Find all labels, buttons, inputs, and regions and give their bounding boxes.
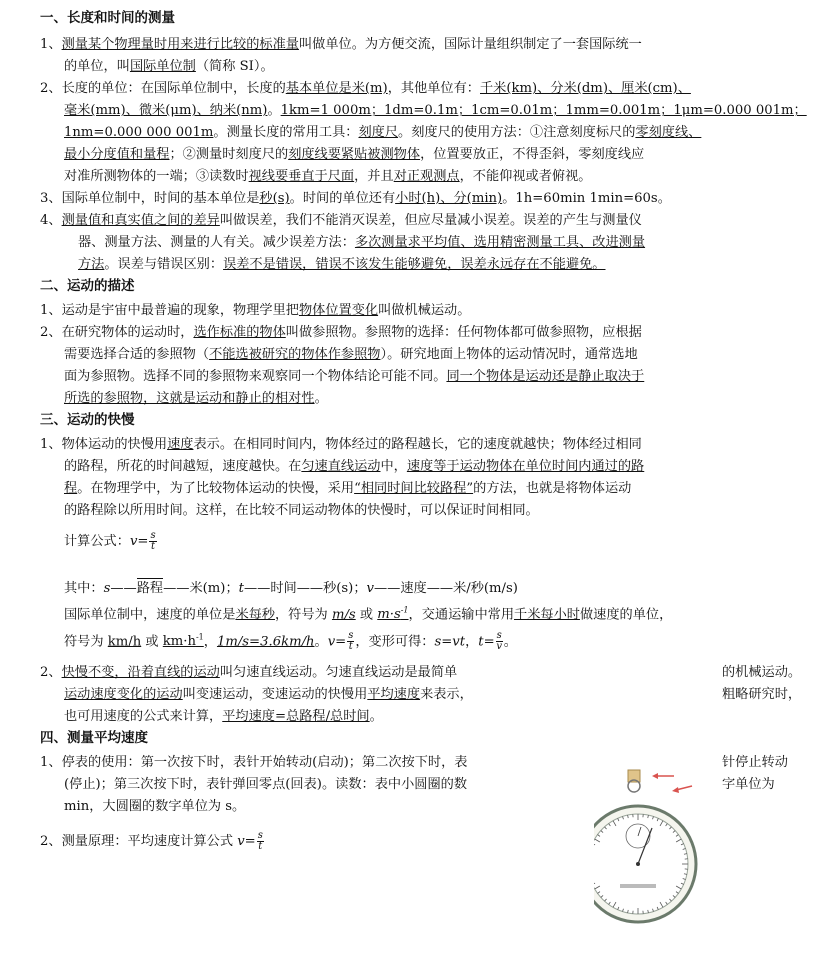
stopwatch-pivot — [636, 862, 640, 866]
s1-para4-line2: 器、测量方法、测量的人有关。减少误差方法：多次测量求平均值、选用精密测量工具、改进测量 — [78, 235, 646, 250]
arrow-side — [676, 786, 692, 790]
s1-para4-line1: 4、测量值和真实值之间的差异叫做误差，我们不能消灭误差，但应尽量减小误差。误差的产生与测量仪 — [40, 213, 642, 228]
s2-para2-line2: 需要选择合适的参照物（不能选被研究的物体作参照物）。研究地面上物体的运动情况时，通常选地 — [64, 347, 638, 362]
s3-para1-line4: 的路程除以所用时间。这样，在比较不同运动物体的快慢时，可以保证时间相同。 — [64, 503, 539, 518]
section-heading-1: 一、长度和时间的测量 — [40, 10, 175, 26]
section-heading-4: 四、测量平均速度 — [40, 730, 148, 746]
s1-para2-line5: 对准所测物体的一端；③读数时视线要垂直于尺面，并且对正观测点，不能仰视或者俯视。 — [64, 169, 592, 184]
s4-para2-formula: 2、测量原理：平均速度计算公式 v= $\frac{s}{t}$ — [40, 830, 263, 852]
speed-si-unit: 国际单位制中，速度的单位是米每秒，符号为 m/s 或 $m\cdot s^{-1}$，交通运输中常用千米每小时做速度的单位， — [64, 606, 673, 623]
section-heading-2: 二、运动的描述 — [40, 278, 135, 294]
s4-para1-line2: (停止)；第三次按下时，表针弹回零点(回表)。读数：表中小圆圈的数 — [64, 777, 468, 792]
s4-para1-line2-right: 字单位为 — [722, 777, 775, 792]
s2-para1: 1、运动是宇宙中最普遍的现象，物理学里把物体位置变化叫做机械运动。 — [40, 303, 471, 318]
s3-para1-line1: 1、物体运动的快慢用速度表示。在相同时间内，物体经过的路程越长，它的速度就越快；物体经过相同 — [40, 437, 642, 452]
s1-para4-line3: 方法。误差与错误区别：误差不是错误，错误不该发生能够避免，误差永远存在不能避免。 — [78, 257, 606, 272]
s1-para1-line1: 1、测量某个物理量时用来进行比较的标准量叫做单位。为方便交流，国际计量组织制定了一套国际统一 — [40, 37, 642, 52]
s3-para2-line1: 2、快慢不变，沿着直线的运动叫匀速直线运动。匀速直线运动是最简单 — [40, 665, 458, 680]
s1-para2-line2: 毫米(mm)、微米(μm)、纳米(nm)。1km=1 000m；1dm=0.1m；1cm=0.01m；1mm=0.001m；1μm=0.000 001m； — [64, 103, 807, 118]
section-heading-3: 三、运动的快慢 — [40, 412, 135, 428]
s3-para2-line3: 也可用速度的公式来计算，平均速度=总路程/总时间。 — [64, 709, 383, 724]
s2-para2-line1: 2、在研究物体的运动时，选作标准的物体叫做参照物。参照物的选择：任何物体都可做参照物，应根据 — [40, 325, 642, 340]
s2-para2-line3: 面为参照物。选择不同的参照物来观察同一个物体结论可能不同。同一个物体是运动还是静止取决于 — [64, 369, 645, 384]
s1-para2-line3: 1nm=0.000 000 001m。测量长度的常用工具：刻度尺。刻度尺的使用方法：①注意刻度标尺的零刻度线、 — [64, 125, 702, 140]
s3-para1-line2: 的路程，所花的时间越短，速度越快。在匀速直线运动中，速度等于运动物体在单位时间内通过的路 — [64, 459, 645, 474]
formula-where: 其中：s——路程——米(m)；t——时间——秒(s)；v——速度——米/秒(m/s) — [64, 581, 518, 596]
stopwatch-icon — [594, 766, 716, 934]
speed-symbol-line: 符号为 km/h 或 $km\cdot h^{-1}$，1m/s=3.6km/h。v= $\frac{s}{t}$ ，变形可得：s=vt，t= $\frac{s}{v}$ 。 — [64, 630, 517, 653]
s1-para1-line2: 的单位，叫国际单位制（简称 SI）。 — [64, 59, 274, 74]
s4-para1-line3: min，大圆圈的数字单位为 s。 — [64, 799, 246, 814]
s1-para3: 3、国际单位制中，时间的基本单位是秒(s)。时间的单位还有小时(h)、分(min)。1h=60min 1min=60s。 — [40, 191, 671, 206]
stopwatch-dial — [594, 814, 688, 914]
stopwatch-label — [620, 884, 656, 888]
s1-para2-line4: 最小分度值和量程；②测量时刻度尺的刻度线要紧贴被测物体，位置要放正，不得歪斜，零刻度线应 — [64, 147, 645, 162]
s3-para2-line2: 运动速度变化的运动叫变速运动，变速运动的快慢用平均速度来表示， — [64, 687, 473, 702]
arrow-side-head — [672, 787, 679, 793]
s3-para2-line2-right: 粗略研究时， — [722, 687, 802, 702]
s3-para1-line3: 程。在物理学中，为了比较物体运动的快慢，采用“相同时间比较路程”的方法，也就是将物体运动 — [64, 481, 632, 496]
s4-para1-line1: 1、停表的使用：第一次按下时，表针开始转动(启动)；第二次按下时，表 — [40, 755, 468, 770]
arrow-top-head — [652, 773, 658, 779]
s2-para2-line4: 所选的参照物，这就是运动和静止的相对性。 — [64, 391, 328, 406]
s1-para2-line1: 2、长度的单位：在国际单位制中，长度的基本单位是米(m)，其他单位有：千米(km)、分米(dm)、厘米(cm)、 — [40, 81, 691, 96]
formula-speed: 计算公式：v= $\frac{s}{t}$ — [64, 530, 156, 552]
s3-para2-line1-right: 的机械运动。 — [722, 665, 802, 680]
s4-para1-line1-right: 针停止转动 — [722, 755, 788, 770]
